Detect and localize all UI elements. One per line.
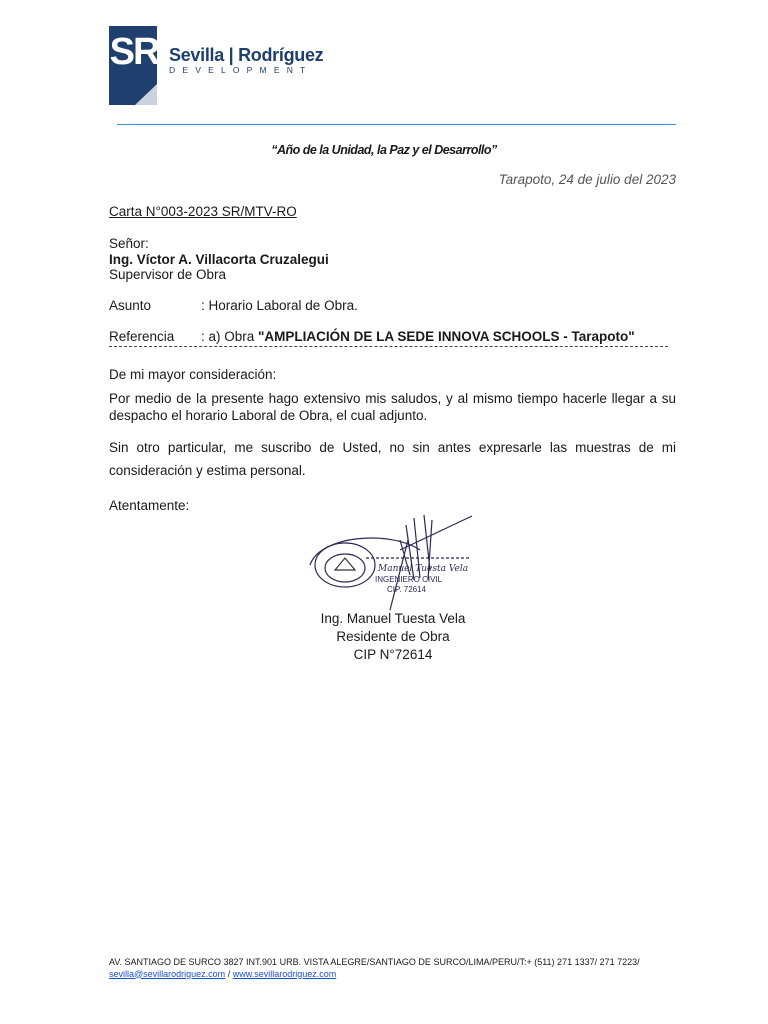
- body-paragraph-2: Sin otro particular, me suscribo de Usted, no sin antes expresarle las muestras de mi consideración y estima personal.: [109, 440, 676, 478]
- signatory-cip: CIP N°72614: [353, 647, 433, 662]
- letter-reference-number: Carta N°003-2023 SR/MTV-RO: [109, 204, 297, 219]
- footer-address: AV. SANTIAGO DE SURCO 3827 INT.901 URB. VISTA ALEGRE/SANTIAGO DE SURCO/LIMA/PERU/T:+ (511) 271 1337/ 271 7223/: [109, 957, 640, 967]
- greeting: De mi mayor consideración:: [109, 367, 277, 382]
- signatory-name: Ing. Manuel Tuesta Vela: [320, 611, 466, 626]
- signatory-role: Residente de Obra: [336, 629, 450, 644]
- signature-stamp-graphic: [300, 510, 480, 615]
- separator-dashes: [109, 346, 668, 347]
- letter-date: Tarapoto, 24 de julio del 2023: [498, 172, 676, 187]
- reference-line: [201, 329, 635, 344]
- footer: [109, 957, 676, 980]
- subject-label: Asunto: [109, 298, 152, 313]
- reference-project: "AMPLIACIÓN DE LA SEDE INNOVA SCHOOLS - Tarapoto": [258, 329, 635, 344]
- recipient-title: Supervisor de Obra: [109, 267, 227, 282]
- stamp-name: Manuel Tuesta Vela: [378, 564, 469, 574]
- company-name: Sevilla | Rodríguez: [169, 45, 324, 65]
- logo-corner-fold: [135, 84, 157, 105]
- header-rule: [117, 124, 676, 125]
- recipient-name: Ing. Víctor A. Villacorta Cruzalegui: [109, 252, 329, 267]
- footer-email-link[interactable]: sevilla@sevillarodriguez.com: [109, 968, 226, 979]
- company-subtitle: DEVELOPMENT: [169, 65, 313, 75]
- footer-website-link[interactable]: www.sevillarodriguez.com: [232, 968, 337, 979]
- reference-label: Referencia: [109, 329, 175, 344]
- stamp-cip: CIP. 72614: [387, 585, 426, 594]
- year-motto: “Año de la Unidad, la Paz y el Desarrollo”: [271, 143, 497, 157]
- footer-separator: /: [227, 968, 231, 979]
- reference-prefix: : a) Obra: [201, 329, 259, 344]
- logo-letters: SR: [109, 31, 159, 73]
- subject-value: : Horario Laboral de Obra.: [201, 298, 358, 313]
- closing: Atentamente:: [109, 498, 190, 513]
- stamp-role: INGENIERO CIVIL: [375, 575, 443, 584]
- body-paragraph-1: Por medio de la presente hago extensivo mis saludos, y al mismo tiempo hacerle llegar a su despacho el horario Laboral de Obra, el cual adjunto.: [109, 391, 676, 423]
- salutation: Señor:: [109, 236, 149, 251]
